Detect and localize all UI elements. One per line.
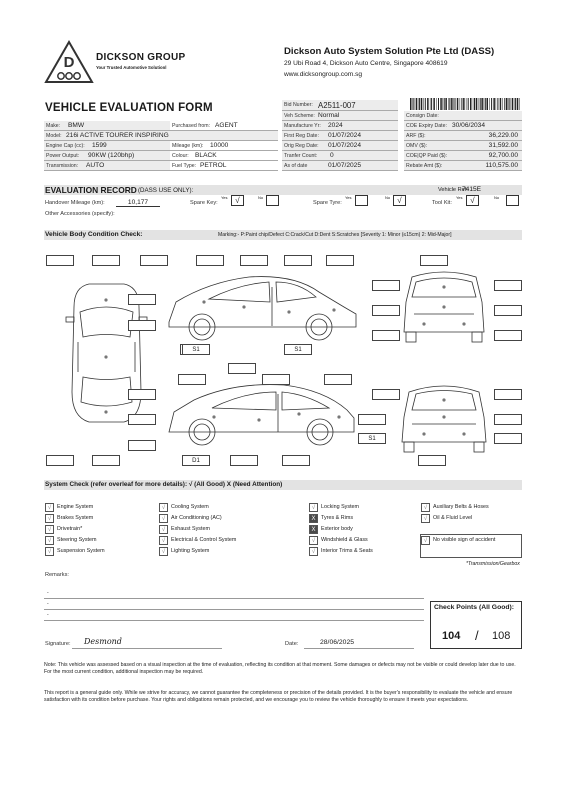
svg-text:D: D	[63, 54, 75, 71]
omv-cell: OMV ($): 31,592.00	[404, 141, 522, 151]
oil-fluid-label: Oil & Fluid Level	[433, 515, 473, 521]
brand-name: DICKSON GROUP	[96, 52, 186, 63]
rebate-cell: Rebate Amt ($): 110,575.00	[404, 161, 522, 171]
rebate-value: 110,575.00	[485, 162, 518, 169]
remark-line	[44, 598, 424, 599]
dickson-logo	[44, 40, 94, 84]
mileage-value: 10000	[210, 142, 229, 149]
engine-cell: Engine Cap (cc): 1599	[44, 141, 170, 151]
tool-kit-no: No	[494, 195, 500, 200]
as-of-value: 01/07/2025	[328, 162, 362, 169]
coe-expiry-value: 30/06/2034	[452, 122, 486, 129]
spare-key-label: Spare Key:	[190, 200, 218, 206]
transfer-cell: Tranfer Count: 0	[282, 151, 398, 161]
remark-line	[44, 609, 424, 610]
electrical-label: Electrical & Control System	[171, 537, 237, 543]
steering-check[interactable]: √	[45, 536, 54, 545]
spare-key-yes-box[interactable]: √	[231, 195, 244, 206]
annot-box[interactable]	[140, 255, 168, 266]
remark-bullet: -	[47, 612, 49, 618]
exhaust-check[interactable]: √	[159, 525, 168, 534]
car-diagram	[44, 242, 522, 474]
exterior-label: Exterior body	[321, 526, 353, 532]
mileage-cell: Mileage (km): 10000	[170, 141, 278, 151]
consign-cell: Consign Date:	[404, 111, 522, 121]
model-cell: Model: 216i ACTIVE TOURER INSPIRING	[44, 131, 278, 141]
tool-kit-yes: Yes	[456, 195, 463, 200]
body-check-legend: Marking:- P:Paint chip/Defect C:Crack/Cut D:Dent S:Scratches [Severity 1: Minor (≤15cm) 2: Mid-Major]	[218, 232, 452, 238]
purchased-cell: Purchased from: AGENT	[170, 121, 278, 131]
annot-box[interactable]	[372, 280, 400, 291]
company-website[interactable]: www.dicksongroup.com.sg	[284, 71, 363, 78]
signature-line	[72, 648, 222, 649]
checkpoints-total: 108	[492, 630, 511, 642]
transmission-cell: Transmission: AUTO	[44, 161, 170, 171]
note-assessment: Note: This vehicle was assessed based on a visual inspection at the time of evaluation, reflecting its condition at that moment. Some damages or defects may not be visible or could develop later due to use. For the most current condition, additional inspection may be required.	[44, 662, 516, 676]
orig-reg-cell: Orig Reg Date: 01/07/2024	[282, 141, 398, 151]
annot-box[interactable]	[46, 255, 74, 266]
coe-qp-value: 92,700.00	[488, 152, 518, 159]
oil-fluid-check[interactable]: √	[421, 514, 430, 523]
locking-check[interactable]: √	[309, 503, 318, 512]
evaluation-subtitle: (DASS USE ONLY):	[138, 187, 194, 194]
annot-box[interactable]	[326, 255, 354, 266]
coe-expiry-cell: COE Expiry Date: 30/06/2034	[404, 121, 522, 131]
drivetrain-label: Drivetrain*	[57, 526, 83, 532]
orig-reg-value: 01/07/2024	[328, 142, 362, 149]
annot-box[interactable]	[128, 414, 156, 425]
remark-bullet: -	[47, 590, 49, 596]
model-value: 216i ACTIVE TOURER INSPIRING	[66, 132, 169, 139]
remark-line	[44, 620, 424, 621]
cooling-check[interactable]: √	[159, 503, 168, 512]
annot-box[interactable]	[128, 440, 156, 451]
annot-box[interactable]	[240, 255, 268, 266]
drivetrain-check[interactable]: √	[45, 525, 54, 534]
transmission-footnote: *Transmission/Gearbox	[466, 561, 520, 567]
date-label: Date:	[285, 641, 299, 647]
engine-value: 1599	[92, 142, 107, 149]
company-name: Dickson Auto System Solution Pte Ltd (DASS)	[284, 46, 495, 57]
spare-tyre-yes: Yes	[345, 195, 352, 200]
aux-belts-label: Auxiliary Belts & Hoses	[433, 504, 489, 510]
annot-box[interactable]	[284, 255, 312, 266]
lighting-check[interactable]: √	[159, 547, 168, 556]
engine-label: Engine System	[57, 504, 94, 510]
note-disclaimer: This report is a general guide only. While we strive for accuracy, we cannot guarantee the completeness or precision of the details provided. It is the buyer's responsibility to evaluate the vehicle and ensure satisfaction with its condition before purchase. Your rights and obligations remain protected, and we encourage you to review the vehicle thoroughly to ensure it meets your expectations.	[44, 690, 513, 704]
annot-box[interactable]	[128, 294, 156, 305]
spare-tyre-yes-box[interactable]	[355, 195, 368, 206]
scheme-value: Normal	[318, 112, 340, 119]
power-value: 90KW (120bhp)	[88, 152, 135, 159]
dickson-logo-icon	[44, 40, 94, 84]
annot-box[interactable]	[494, 389, 522, 400]
annot-box[interactable]	[372, 330, 400, 341]
remarks-label: Remarks:	[45, 572, 69, 578]
barcode	[410, 97, 520, 109]
bid-cell: Bid Number: A2511-007	[282, 100, 398, 111]
locking-label: Locking System	[321, 504, 360, 510]
form-title: VEHICLE EVALUATION FORM	[45, 102, 213, 114]
annot-box[interactable]	[372, 389, 400, 400]
body-check-title: Vehicle Body Condition Check:	[45, 231, 143, 238]
transfer-value: 0	[330, 152, 334, 159]
annot-box[interactable]	[46, 455, 74, 466]
tool-kit-label: Tool Kit:	[432, 200, 452, 206]
spare-key-yes: Yes	[221, 195, 228, 200]
car-side-view-right	[169, 277, 356, 340]
bid-value: A2511-007	[318, 101, 356, 110]
transmission-value: AUTO	[86, 162, 105, 169]
annot-box[interactable]	[494, 280, 522, 291]
aux-belts-check[interactable]: √	[421, 503, 430, 512]
checkpoints-label: Check Points (All Good):	[434, 604, 515, 611]
spare-tyre-label: Spare Tyre:	[313, 200, 342, 206]
brakes-label: Brakes System	[57, 515, 94, 521]
interior-label: Interior Trims & Seats	[321, 548, 373, 554]
annot-box[interactable]	[230, 455, 258, 466]
mark-box-s1-mid[interactable]: S1	[284, 344, 312, 355]
signature-value: Desmond	[84, 637, 122, 646]
arf-value: 36,229.00	[488, 132, 518, 139]
first-reg-cell: First Reg Date: 01/07/2024	[282, 131, 398, 141]
mark-box-d1[interactable]: D1	[182, 455, 210, 466]
engine-check[interactable]: √	[45, 503, 54, 512]
ac-check[interactable]: √	[159, 514, 168, 523]
annot-box[interactable]	[494, 433, 522, 444]
coe-qp-cell: COE|QP Paid ($): 92,700.00	[404, 151, 522, 161]
as-of-cell: As of date 01/07/2025	[282, 161, 398, 171]
ac-label: Air Conditioning (AC)	[171, 515, 222, 521]
interior-check[interactable]: √	[309, 547, 318, 556]
first-reg-value: 01/07/2024	[328, 132, 362, 139]
mark-box-s1-right[interactable]: S1	[358, 433, 386, 444]
accident-label: No visible sign of accident	[433, 537, 496, 543]
annot-box[interactable]	[178, 374, 206, 385]
tool-kit-yes-box[interactable]: √	[466, 195, 479, 206]
windshield-check[interactable]: √	[309, 536, 318, 545]
checkpoints-score: 104	[442, 630, 461, 642]
exhaust-label: Exhaust System	[171, 526, 210, 532]
brand-tagline: Your Trusted Automotive Solutionl	[96, 65, 167, 70]
exterior-check[interactable]: X	[309, 525, 318, 534]
annot-box[interactable]	[128, 320, 156, 331]
brakes-check[interactable]: √	[45, 514, 54, 523]
handover-label: Handover Mileage (km):	[45, 200, 105, 206]
tyres-check[interactable]: X	[309, 514, 318, 523]
power-cell: Power Output: 90KW (120bhp)	[44, 151, 170, 161]
evaluation-title: EVALUATION RECORD	[45, 185, 137, 195]
annot-box[interactable]	[228, 363, 256, 374]
purchased-value: AGENT	[215, 122, 238, 129]
checkpoints-slash: /	[475, 628, 479, 643]
date-line	[304, 648, 414, 649]
suspension-label: Suspension System	[57, 548, 105, 554]
fuel-cell: Fuel Type: PETROL	[170, 161, 278, 171]
system-check-title: System Check (refer overleaf for more details): √ (All Good) X (Need Attention)	[45, 481, 283, 488]
spare-tyre-no-box[interactable]: √	[393, 195, 406, 206]
annot-box[interactable]	[494, 414, 522, 425]
annot-box[interactable]	[128, 389, 156, 400]
suspension-check[interactable]: √	[45, 547, 54, 556]
annot-box[interactable]	[358, 414, 386, 425]
annot-box[interactable]	[262, 374, 290, 385]
accident-check[interactable]: √	[421, 536, 430, 545]
date-value: 28/06/2025	[320, 639, 355, 646]
company-address: 29 Ubi Road 4, Dickson Auto Centre, Singapore 408619	[284, 60, 448, 67]
annot-box[interactable]	[372, 305, 400, 316]
spare-tyre-no: No	[385, 195, 391, 200]
vehicle-ref-value: 7415E	[462, 186, 482, 193]
windshield-label: Windshield & Glass	[321, 537, 368, 543]
tool-kit-no-box[interactable]	[506, 195, 519, 206]
annot-box[interactable]	[92, 255, 120, 266]
scheme-cell: Veh Scheme: Normal	[282, 111, 398, 121]
lighting-label: Lighting System	[171, 548, 210, 554]
arf-cell: ARF ($): 36,229.00	[404, 131, 522, 141]
electrical-check[interactable]: √	[159, 536, 168, 545]
make-cell: Make: BMW	[44, 121, 170, 131]
steering-label: Steering System	[57, 537, 97, 543]
cooling-label: Cooling System	[171, 504, 209, 510]
colour-cell: Colour: BLACK	[170, 151, 278, 161]
vehicle-ref-label: Vehicle Ref:	[438, 187, 468, 193]
annot-box[interactable]	[196, 255, 224, 266]
barcode-icon	[410, 98, 520, 110]
signature-label: Signature:	[45, 641, 71, 647]
annot-box[interactable]	[92, 455, 120, 466]
manufacture-cell: Manufacture Yr: 2024	[282, 121, 398, 131]
annot-box[interactable]	[494, 305, 522, 316]
make-value: BMW	[68, 122, 85, 129]
accessories-label: Other Accessories (specify):	[45, 211, 115, 217]
remark-bullet: -	[47, 601, 49, 607]
handover-value: 10,177	[116, 199, 160, 207]
spare-key-no: No	[258, 195, 264, 200]
annot-box[interactable]	[420, 255, 448, 266]
annot-box[interactable]	[494, 330, 522, 341]
tyres-label: Tyres & Rims	[321, 515, 354, 521]
spare-key-no-box[interactable]	[266, 195, 279, 206]
colour-value: BLACK	[195, 152, 217, 159]
annot-box[interactable]	[324, 374, 352, 385]
mark-box-s1-left[interactable]: S1	[182, 344, 210, 355]
annot-box[interactable]	[418, 455, 446, 466]
omv-value: 31,592.00	[488, 142, 518, 149]
car-side-view-left	[169, 385, 354, 445]
manufacture-value: 2024	[328, 122, 343, 129]
fuel-value: PETROL	[200, 162, 227, 169]
car-rear-view	[402, 386, 486, 452]
annot-box[interactable]	[282, 455, 310, 466]
